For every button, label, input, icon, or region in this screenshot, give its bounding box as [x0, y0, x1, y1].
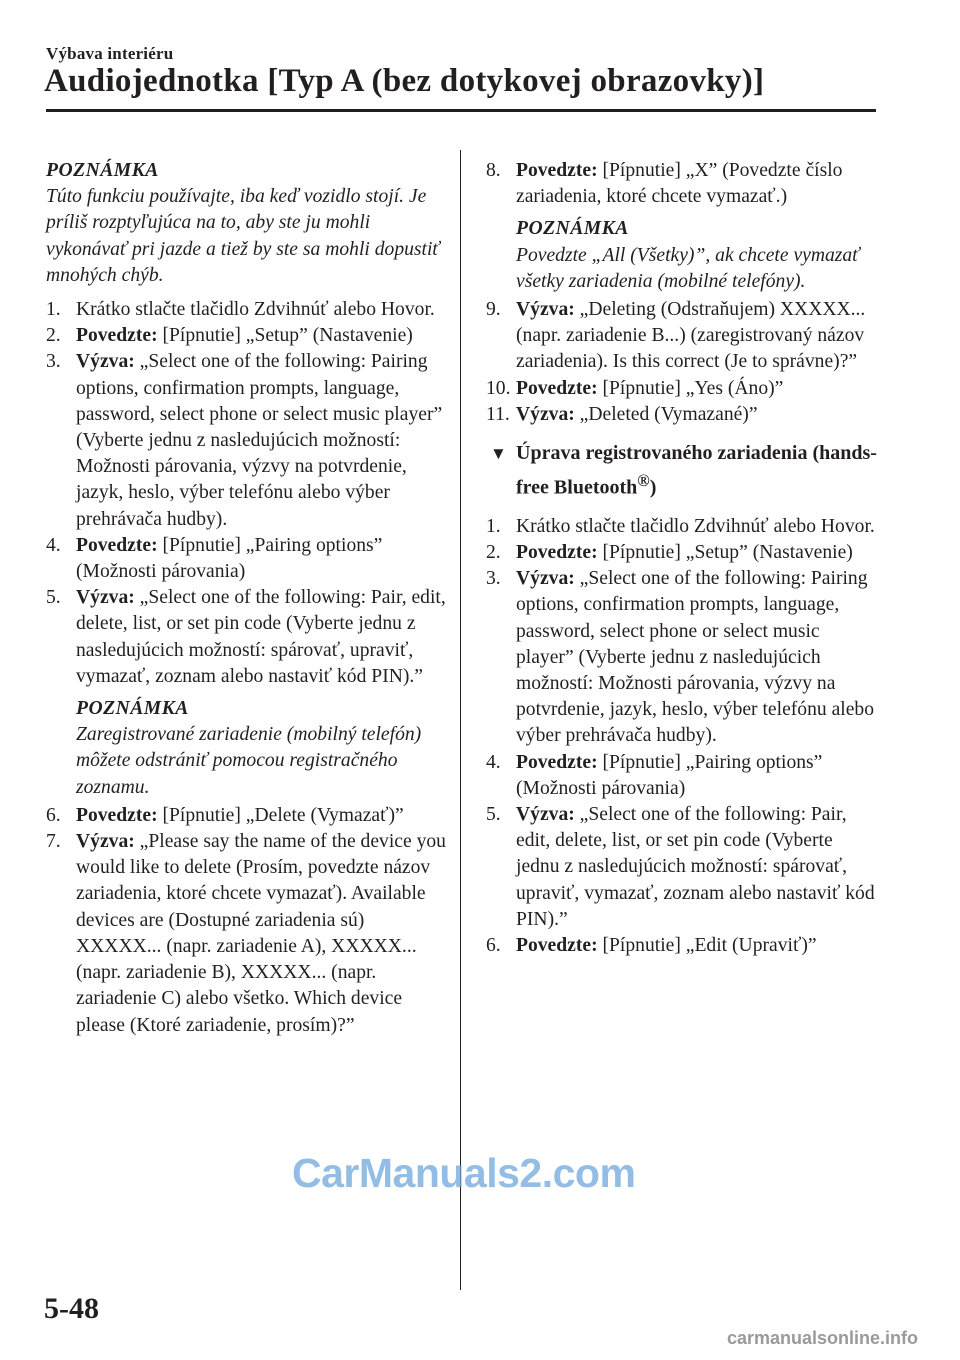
note-text: Túto funkciu používajte, iba keď vozidlo stojí. Je príliš rozptyľujúca na to, aby ste ju mohli vykonávať pri jazde a tiež by ste sa mohli dopustiť mnohých chýb.: [46, 186, 440, 286]
step-text: „Please say the name of the device you would like to delete (Prosím, povedzte názov zariadenia, ktoré chcete vymazať). Available devices are (Dostupné zariadenia sú) XXXXX... (napr. zariadenie A), XXXXX... (napr. zariadenie B), XXXXX... (napr. zariadenie C) alebo všetko. Which device please (Ktoré zariadenie, prosím)?”: [76, 831, 446, 1036]
note-box: [516, 216, 881, 295]
note-box: [46, 158, 446, 289]
step-number: 3.: [46, 351, 61, 373]
step-number: 4.: [486, 751, 501, 773]
step-item: [486, 750, 881, 802]
title-rule: [46, 109, 876, 112]
step-keyword: Výzva:: [516, 299, 575, 321]
step-keyword: Výzva:: [516, 803, 575, 825]
step-number: 9.: [486, 299, 501, 321]
step-text: [Pípnutie] „Setup” (Nastavenie): [597, 541, 853, 563]
step-text: [Pípnutie] „Edit (Upraviť)”: [597, 934, 817, 956]
note-heading: POZNÁMKA: [76, 698, 189, 720]
step-keyword: Povedzte:: [516, 377, 598, 399]
step-item: [46, 533, 446, 585]
step-item: [486, 402, 881, 428]
step-keyword: Povedzte:: [516, 160, 598, 181]
left-column: [46, 158, 446, 1039]
triangle-marker-icon: ▼: [490, 444, 507, 464]
step-number: 2.: [46, 325, 61, 347]
step-number: 1.: [46, 299, 61, 321]
note-heading: POZNÁMKA: [46, 160, 159, 181]
right-column: [486, 158, 881, 959]
subsection-heading: [486, 440, 881, 502]
page-title: Audiojednotka [Typ A (bez dotykovej obrazovky)]: [44, 63, 765, 99]
site-mark: carmanualsonline.info: [726, 1328, 918, 1348]
step-text: [Pípnutie] „X” (Povedzte číslo zariadenia, ktoré chcete vymazať.): [516, 160, 843, 208]
step-text: „Select one of the following: Pairing options, confirmation prompts, language, password, select phone or select music player” (Vyberte jednu z nasledujúcich možností: Možnosti párovania, výzvy na potvrdenie, jazyk, heslo, výber telefónu alebo výber prehrávača hudby).: [76, 351, 443, 530]
step-keyword: Povedzte:: [516, 934, 598, 956]
step-item: [486, 514, 881, 540]
step-keyword: Výzva:: [76, 351, 135, 373]
subsection-close: ): [649, 476, 657, 499]
step-number: 1.: [486, 515, 501, 537]
step-item: [46, 323, 446, 349]
step-text: „Select one of the following: Pair, edit, delete, list, or set pin code (Vyberte jednu z nasledujúcich možností: spárovať, upraviť, vymazať, zoznam alebo nastaviť kód PIN).”: [516, 803, 875, 930]
step-keyword: Povedzte:: [516, 751, 598, 773]
step-number: 10.: [486, 377, 511, 399]
step-number: 7.: [46, 831, 61, 853]
step-number: 2.: [486, 541, 501, 563]
step-list: [46, 297, 446, 1039]
step-number: 4.: [46, 534, 61, 556]
step-item: [486, 933, 881, 959]
step-text: „Select one of the following: Pairing options, confirmation prompts, language, password, select phone or select music player” (Vyberte jednu z nasledujúcich možností: Možnosti párovania, výzvy na potvrdenie, jazyk, heslo, výber telefónu alebo výber prehrávača hudby).: [516, 568, 875, 747]
registered-mark: ®: [637, 471, 650, 491]
step-keyword: Výzva:: [76, 587, 135, 609]
step-text: [Pípnutie] „Pairing options” (Možnosti párovania): [76, 534, 383, 583]
step-keyword: Povedzte:: [76, 534, 158, 556]
step-list: [486, 297, 881, 428]
step-list: [486, 514, 881, 959]
step-number: 5.: [46, 587, 61, 609]
step-number: 5.: [486, 803, 501, 825]
step-item: [46, 297, 446, 323]
step-keyword: Výzva:: [76, 831, 135, 853]
subsection-title: Úprava registrovaného zariadenia (hands-free Bluetooth: [516, 442, 877, 499]
step-item: [46, 585, 446, 690]
page-number: 5-48: [44, 1292, 99, 1325]
step-keyword: Povedzte:: [76, 804, 158, 826]
step-item: [486, 297, 881, 376]
step-number: 11.: [486, 403, 510, 425]
step-text: [Pípnutie] „Delete (Vymazať)”: [157, 804, 404, 826]
step-number: 8.: [486, 160, 501, 181]
step-item: [46, 829, 446, 1039]
step-text: „Deleting (Odstraňujem) XXXXX... (napr. zariadenie B...) (zaregistrovaný názov zariadenia). Is this correct (Je to správne)?”: [516, 299, 866, 373]
step-item: [486, 158, 881, 210]
step-keyword: Povedzte:: [76, 325, 158, 347]
step-text: [Pípnutie] „Yes (Áno)”: [597, 377, 784, 399]
step-item: [486, 566, 881, 749]
step-list: [486, 158, 881, 210]
step-text: Krátko stlačte tlačidlo Zdvihnúť alebo Hovor.: [76, 299, 435, 321]
column-divider: [460, 150, 461, 1290]
step-item: [486, 540, 881, 566]
step-text: „Select one of the following: Pair, edit, delete, list, or set pin code (Vyberte jednu z nasledujúcich možností: spárovať, upraviť, vymazať, zoznam alebo nastaviť kód PIN).”: [76, 587, 446, 687]
step-keyword: Výzva:: [516, 568, 575, 590]
note-box: [76, 696, 446, 801]
step-keyword: Výzva:: [516, 403, 575, 425]
section-label: Výbava interiéru: [46, 44, 174, 63]
step-text: [Pípnutie] „Pairing options” (Možnosti párovania): [516, 751, 823, 799]
step-text: [Pípnutie] „Setup” (Nastavenie): [157, 325, 413, 347]
step-number: 6.: [486, 934, 501, 956]
step-number: 3.: [486, 568, 501, 590]
watermark-logo: CarManuals2.com: [292, 1150, 636, 1196]
note-text: Zaregistrované zariadenie (mobilný telefón) môžete odstrániť pomocou registračného zoznamu.: [76, 724, 422, 798]
step-keyword: Povedzte:: [516, 541, 598, 563]
step-item: [46, 349, 446, 532]
step-item: [486, 376, 881, 402]
note-heading: POZNÁMKA: [516, 218, 629, 240]
step-item: [486, 802, 881, 933]
note-text: Povedzte „All (Všetky)”, ak chcete vymazať všetky zariadenia (mobilné telefóny).: [516, 244, 860, 292]
step-text: „Deleted (Vymazané)”: [574, 403, 758, 425]
step-item: [46, 803, 446, 829]
step-number: 6.: [46, 804, 61, 826]
step-text: Krátko stlačte tlačidlo Zdvihnúť alebo Hovor.: [516, 515, 875, 537]
